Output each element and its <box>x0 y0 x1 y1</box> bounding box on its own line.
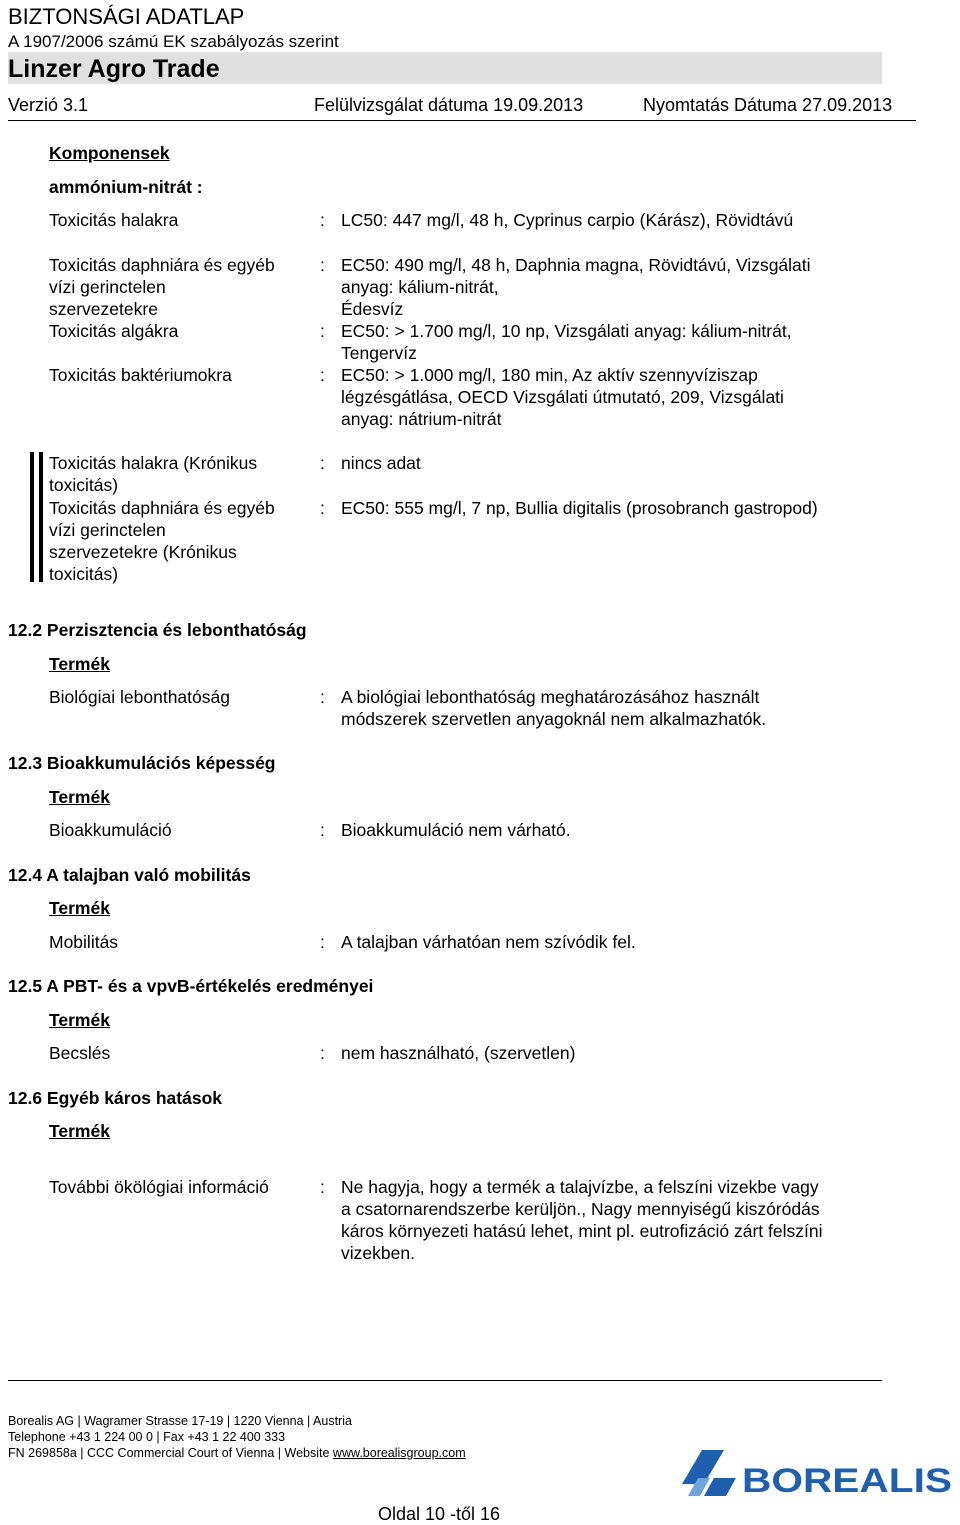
tox-bacteria-label: Toxicitás baktériumokra <box>49 365 232 385</box>
biodegradability-colon: : <box>320 687 325 707</box>
revision-bar <box>30 452 34 582</box>
mobility-value: A talajban várhatóan nem szívódik fel. <box>341 932 636 952</box>
tox-fish-label: Toxicitás halakra <box>49 210 179 230</box>
tox-bacteria-colon: : <box>320 365 325 385</box>
section-heading: 12.6 Egyéb káros hatások <box>8 1088 222 1108</box>
regulation-subtitle: A 1907/2006 számú EK szabályozás szerint <box>8 32 339 51</box>
eco-info-colon: : <box>320 1177 325 1197</box>
borealis-logo <box>680 1448 956 1498</box>
document-title: BIZTONSÁGI ADATLAP <box>8 4 245 29</box>
components-heading: Komponensek <box>49 143 170 163</box>
tox-bacteria-value: EC50: > 1.000 mg/l, 180 min, Az aktív szennyvíziszap légzésgátlása, OECD Vizsgálati útmutató, 209, Vizsgálati anyag: nátrium-nitrát <box>341 365 784 429</box>
product-subheading: Termék <box>49 787 110 807</box>
eco-info-value: Ne hagyja, hogy a termék a talajvízbe, a felszíni vizekbe vagy a csatornarendszerbe kerüljön., Nagy mennyiségű kiszóródás káros környezeti hatású lehet, mint pl. eutrofizáció zárt felszíni vizekben. <box>341 1177 823 1263</box>
tox-fish-chronic-colon: : <box>320 453 325 473</box>
bioaccumulation-colon: : <box>320 820 325 840</box>
assessment-colon: : <box>320 1043 325 1063</box>
tox-fish-colon: : <box>320 210 325 230</box>
tox-algae-label: Toxicitás algákra <box>49 321 179 341</box>
tox-daphnia-colon: : <box>320 255 325 275</box>
bioaccumulation-label: Bioakkumuláció <box>49 820 172 840</box>
logo-wordmark: BOREALIS <box>742 1462 952 1498</box>
assessment-value: nem használható, (szervetlen) <box>341 1043 576 1063</box>
review-date: Felülvizsgálat dátuma 19.09.2013 <box>314 95 584 115</box>
product-subheading: Termék <box>49 1121 110 1141</box>
company-name: Linzer Agro Trade <box>8 55 220 83</box>
eco-info-label: További ökölógiai információ <box>49 1177 269 1197</box>
tox-daphnia-value: EC50: 490 mg/l, 48 h, Daphnia magna, Rövidtávú, Vizsgálati anyag: kálium-nitrát, Édesvíz <box>341 255 811 319</box>
tox-algae-colon: : <box>320 321 325 341</box>
product-subheading: Termék <box>49 898 110 918</box>
version-label: Verzió 3.1 <box>8 95 89 115</box>
tox-algae-value: EC50: > 1.700 mg/l, 10 np, Vizsgálati anyag: kálium-nitrát, Tengervíz <box>341 321 792 363</box>
substance-name: ammónium-nitrát : <box>49 177 203 197</box>
tox-fish-chronic-label: Toxicitás halakra (Krónikus toxicitás) <box>49 453 258 495</box>
section-heading: 12.3 Bioakkumulációs képesség <box>8 753 276 773</box>
header-divider <box>8 120 916 121</box>
footer-phone: Telephone +43 1 224 00 0 | Fax +43 1 22 400 333 <box>8 1430 286 1444</box>
website-link[interactable]: www.borealisgroup.com <box>332 1446 466 1460</box>
section-heading: 12.2 Perzisztencia és lebonthatóság <box>8 620 307 640</box>
tox-daphnia-chronic-colon: : <box>320 498 325 518</box>
footer-registry: FN 269858a | CCC Commercial Court of Vienna | Website www.borealisgroup.com <box>8 1446 466 1460</box>
footer-divider <box>8 1380 882 1381</box>
tox-fish-value: LC50: 447 mg/l, 48 h, Cyprinus carpio (Kárász), Rövidtávú <box>341 210 794 230</box>
biodegradability-label: Biológiai lebonthatóság <box>49 687 230 707</box>
tox-daphnia-chronic-value: EC50: 555 mg/l, 7 np, Bullia digitalis (prosobranch gastropod) <box>341 498 818 518</box>
mobility-colon: : <box>320 932 325 952</box>
mobility-label: Mobilitás <box>49 932 119 952</box>
section-heading: 12.4 A talajban való mobilitás <box>8 865 251 885</box>
section-heading: 12.5 A PBT- és a vpvB-értékelés eredményei <box>8 976 374 996</box>
bioaccumulation-value: Bioakkumuláció nem várható. <box>341 820 571 840</box>
page-number: Oldal 10 -től 16 <box>378 1504 501 1524</box>
revision-bar <box>39 452 43 582</box>
assessment-label: Becslés <box>49 1043 111 1063</box>
print-date: Nyomtatás Dátuma 27.09.2013 <box>643 95 893 115</box>
tox-fish-chronic-value: nincs adat <box>341 453 421 473</box>
product-subheading: Termék <box>49 654 110 674</box>
tox-daphnia-chronic-label: Toxicitás daphniára és egyéb vízi gerinctelen szervezetekre (Krónikus toxicitás) <box>49 498 275 584</box>
footer-address: Borealis AG | Wagramer Strasse 17-19 | 1220 Vienna | Austria <box>8 1414 352 1428</box>
biodegradability-value: A biológiai lebonthatóság meghatározásához használt módszerek szervetlen anyagoknál nem alkalmazhatók. <box>341 687 767 729</box>
tox-daphnia-label: Toxicitás daphniára és egyéb vízi gerinctelen szervezetekre <box>49 255 275 319</box>
product-subheading: Termék <box>49 1010 110 1030</box>
